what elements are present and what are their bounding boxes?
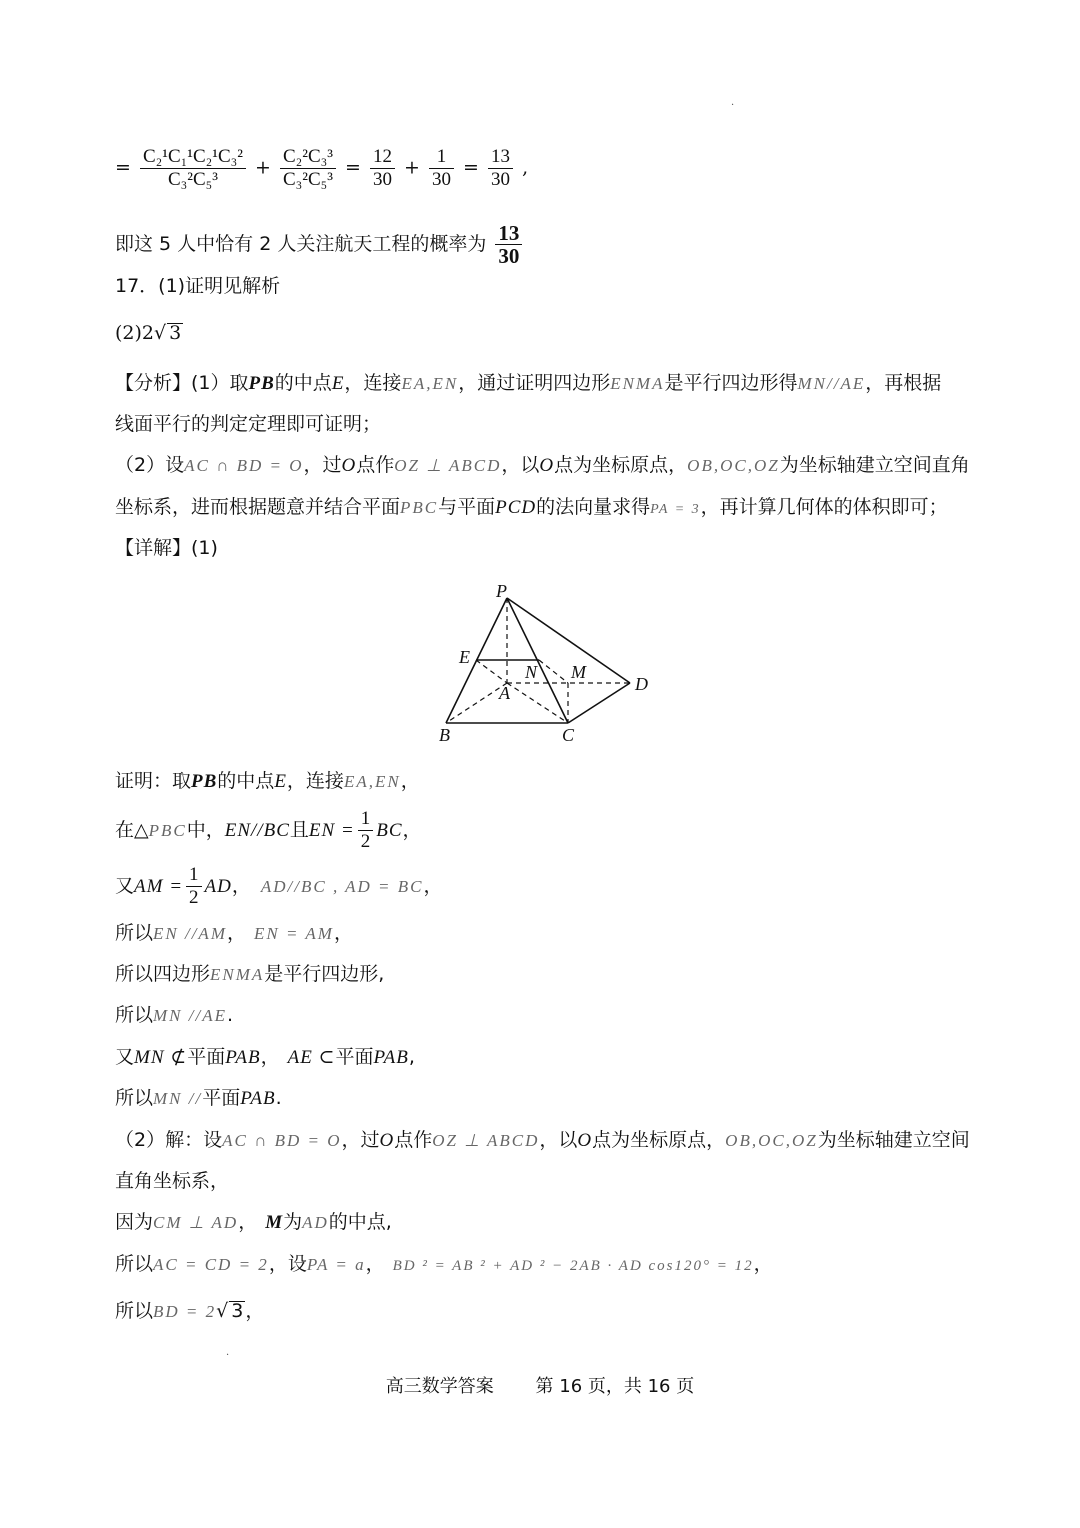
proof-line-1 <box>115 768 420 795</box>
part2-text: 点为坐标原点， <box>592 1129 726 1151</box>
analysis-text: ，过 <box>303 454 342 476</box>
proof-text: 中， <box>186 819 225 841</box>
proof-text: 证明：取 <box>115 770 192 792</box>
half-num: 1 <box>186 864 202 887</box>
analysis-text: 与平面 <box>438 496 496 518</box>
math-mn-ae: MN //AE <box>153 1006 227 1025</box>
proof-line-6 <box>115 1002 233 1029</box>
analysis-line-2: 线面平行的判定定理即可证明； <box>115 413 382 435</box>
label-n: N <box>525 662 538 682</box>
math-ea-en: EA,EN <box>401 374 459 393</box>
math-enma: ENMA <box>610 374 665 393</box>
math-oz: OZ ⊥ ABCD <box>432 1131 540 1150</box>
probability-conclusion <box>115 222 525 267</box>
math-e: E <box>331 373 345 394</box>
fraction-5-num: 13 <box>488 146 513 169</box>
fraction-1-den: C₃²C₅³ <box>167 169 218 190</box>
proof-text: 在△ <box>115 819 149 841</box>
proof-text: 所以四边形 <box>115 963 211 985</box>
part2-text: 为 <box>283 1211 303 1233</box>
math-pbc: PBC <box>148 821 187 840</box>
math-enma: ENMA <box>210 965 265 984</box>
math-ac-bd: AC ∩ BD = O <box>222 1131 342 1150</box>
proof-text: 又 <box>115 875 135 897</box>
fraction-4-den: 30 <box>432 169 451 190</box>
math-cosine-law: BD ² = AB ² + AD ² − 2AB · AD cos120° = 12 <box>392 1258 754 1274</box>
proof-text: 的中点 <box>217 770 275 792</box>
math-pab: PAB <box>225 1047 261 1068</box>
math-pa-a: PA = a <box>306 1255 366 1274</box>
sqrt-icon: √ <box>154 322 167 344</box>
math-mn-par: MN // <box>153 1089 203 1108</box>
label-b: B <box>439 725 450 745</box>
fraction-3 <box>370 146 395 191</box>
math-am-eq: AM = <box>134 876 184 897</box>
math-en-eq: EN = <box>308 820 355 841</box>
proof-text: , <box>408 1046 415 1068</box>
part2-line-5 <box>115 1298 264 1325</box>
part2-text: ， <box>245 1300 265 1322</box>
math-mn-ae: MN//AE <box>797 374 866 393</box>
footer-page-number: 第 16 页，共 16 页 <box>535 1376 695 1397</box>
proof-text: ， <box>423 875 443 897</box>
analysis-text: 的中点 <box>274 372 332 394</box>
part2-text: ， <box>365 1253 385 1275</box>
proof-text: ， <box>400 770 420 792</box>
proof-line-4 <box>115 920 353 947</box>
analysis-text: 点作 <box>356 454 395 476</box>
label-c: C <box>562 725 575 745</box>
analysis-text: 的法向量求得 <box>536 496 651 518</box>
part2-text: 因为 <box>115 1211 154 1233</box>
label-d: D <box>635 674 648 694</box>
part2-text: 为坐标轴建立空间 <box>817 1129 970 1151</box>
fraction-5-den: 30 <box>491 169 511 190</box>
proof-line-5 <box>115 961 384 988</box>
math-axes: OB,OC,OZ <box>687 456 780 475</box>
analysis-text: ，以 <box>501 454 540 476</box>
part2-line-2: 直角坐标系， <box>115 1170 230 1192</box>
proof-text: . <box>275 1087 282 1109</box>
proof-text: ， <box>333 922 353 944</box>
plus-sign: + <box>255 156 271 179</box>
comma: , <box>522 156 529 179</box>
analysis-text: ，连接 <box>344 372 402 394</box>
label-e: E <box>459 647 470 667</box>
math-ad: AD <box>302 1213 329 1232</box>
proof-text: ， <box>260 1046 280 1068</box>
analysis-text: ，通过证明四边形 <box>458 372 611 394</box>
fraction-half <box>186 864 202 909</box>
math-o: O <box>539 455 555 476</box>
fraction-1-num: C₂¹C₁¹C₂¹C₃² <box>140 146 246 169</box>
proof-text: ， <box>226 922 246 944</box>
half-den: 2 <box>189 887 199 908</box>
proof-line-8 <box>115 1085 282 1112</box>
label-a: A <box>499 683 510 703</box>
math-m: M <box>265 1212 284 1233</box>
half-num: 1 <box>358 808 374 831</box>
math-pa: PA = 3 <box>650 502 701 517</box>
fraction-3-den: 30 <box>372 169 392 190</box>
analysis-line-3 <box>115 452 970 479</box>
stray-mark-icon: · <box>226 1350 230 1361</box>
edge-cd <box>568 683 630 723</box>
fraction-3-num: 12 <box>370 146 395 169</box>
proof-text: 平面 <box>187 1046 226 1068</box>
math-en-am: EN //AM <box>153 924 227 943</box>
part2-text: 点作 <box>394 1129 433 1151</box>
proof-text: 且 <box>289 819 309 841</box>
radicand: 3 <box>169 322 182 344</box>
part2-text: ，设 <box>268 1253 307 1275</box>
radicand: 3 <box>231 1300 244 1322</box>
analysis-text: 【分析】(1）取 <box>115 372 249 394</box>
fraction-2 <box>280 146 336 191</box>
proof-text: ，连接 <box>286 770 344 792</box>
math-bd: BD = 2 <box>153 1302 217 1321</box>
part2-line-1 <box>115 1127 970 1154</box>
math-ad: AD <box>204 876 232 897</box>
analysis-text: 点为坐标原点， <box>554 454 688 476</box>
math-pcd: PCD <box>495 497 537 518</box>
proof-line-3 <box>115 864 443 909</box>
analysis-line-1 <box>115 370 941 397</box>
half-den: 2 <box>360 831 371 852</box>
proof-text: 所以 <box>115 1087 154 1109</box>
proof-text: . <box>226 1004 234 1026</box>
math-en-bc: EN//BC <box>224 820 290 841</box>
proof-text: 又 <box>115 1046 135 1068</box>
q17-part2-answer <box>115 320 183 346</box>
fraction-half <box>358 808 374 853</box>
math-pbc: PBC <box>400 498 439 517</box>
footer-title: 高三数学答案 <box>385 1376 494 1397</box>
analysis-text: （2）设 <box>115 454 185 476</box>
proof-text: 所以 <box>115 1004 154 1026</box>
fraction-1 <box>140 146 246 191</box>
equals-sign: = <box>345 156 361 179</box>
analysis-text: 是平行四边形得 <box>664 372 798 394</box>
math-pb: PB <box>191 771 218 792</box>
math-axes: OB,OC,OZ <box>725 1131 818 1150</box>
segment-ea <box>476 660 507 683</box>
proof-line-2 <box>115 808 422 853</box>
plus-sign: + <box>404 156 420 179</box>
math-ac-bd: AC ∩ BD = O <box>184 456 304 475</box>
analysis-text: 为坐标轴建立空间直角 <box>779 454 970 476</box>
combination-formula <box>115 146 528 191</box>
part2-text: （2）解：设 <box>115 1129 223 1151</box>
math-en-am-eq: EN = AM <box>254 924 334 943</box>
proof-text: 平面 <box>335 1046 374 1068</box>
math-mn-notin: MN ⊄ <box>134 1047 188 1068</box>
part2-text: ，过 <box>341 1129 380 1151</box>
part2-text: ， <box>753 1253 773 1275</box>
part2-text: 的中点, <box>328 1211 392 1233</box>
fraction-4 <box>429 146 454 191</box>
fraction-4-num: 1 <box>429 146 454 169</box>
analysis-text: ，再根据 <box>865 372 942 394</box>
part2-line-3 <box>115 1209 392 1236</box>
math-ac-cd: AC = CD = 2 <box>153 1255 269 1274</box>
detail-label: 【详解】(1) <box>115 537 218 559</box>
probability-den: 30 <box>498 244 520 268</box>
proof-text: ， <box>231 875 251 897</box>
proof-text: 平面 <box>202 1087 241 1109</box>
math-oz: OZ ⊥ ABCD <box>394 456 502 475</box>
equals-sign: = <box>115 156 131 179</box>
part2-text: ，以 <box>539 1129 578 1151</box>
math-o: O <box>341 455 357 476</box>
math-pb: PB <box>248 373 275 394</box>
q17-part1-answer: 17．(1)证明见解析 <box>115 275 281 297</box>
math-o: O <box>577 1130 593 1151</box>
fraction-2-den: C₃²C₅³ <box>282 169 333 190</box>
math-ad-bc: AD//BC , AD = BC <box>260 877 424 896</box>
proof-text: 是平行四边形, <box>264 963 385 985</box>
math-pab: PAB <box>373 1047 409 1068</box>
analysis-line-4 <box>115 494 948 523</box>
fraction-5 <box>488 146 513 191</box>
label-m: M <box>571 662 586 682</box>
pyramid-figure <box>432 578 657 748</box>
proof-text: 所以 <box>115 922 154 944</box>
math-cm-ad: CM ⊥ AD <box>153 1213 239 1232</box>
conclusion-text: 即这 5 人中恰有 2 人关注航天工程的概率为 <box>115 233 487 255</box>
fraction-2-num: C₂²C₃³ <box>280 146 336 169</box>
part2-text: 所以 <box>115 1253 154 1275</box>
page-footer <box>0 1372 1080 1398</box>
part2-label: (2)2 <box>115 322 155 344</box>
sqrt-icon: √ <box>216 1300 229 1322</box>
equals-sign: = <box>463 156 479 179</box>
analysis-text: 坐标系，进而根据题意并结合平面 <box>115 496 401 518</box>
math-bc: BC <box>376 820 403 841</box>
label-p: P <box>496 581 507 601</box>
part2-text: ， <box>238 1211 258 1233</box>
proof-text: ， <box>402 819 422 841</box>
math-e: E <box>274 771 287 792</box>
analysis-text: ，再计算几何体的体积即可； <box>700 496 948 518</box>
probability-num: 13 <box>495 222 522 245</box>
stray-mark-icon: · <box>731 100 735 111</box>
math-o: O <box>379 1130 395 1151</box>
math-pab: PAB <box>240 1088 276 1109</box>
math-ae-in: AE ⊂ <box>287 1047 336 1068</box>
proof-line-7 <box>115 1044 415 1071</box>
math-ea-en: EA,EN <box>343 772 401 791</box>
part2-text: 所以 <box>115 1300 154 1322</box>
probability-fraction <box>495 222 522 267</box>
part2-line-4 <box>115 1251 773 1279</box>
